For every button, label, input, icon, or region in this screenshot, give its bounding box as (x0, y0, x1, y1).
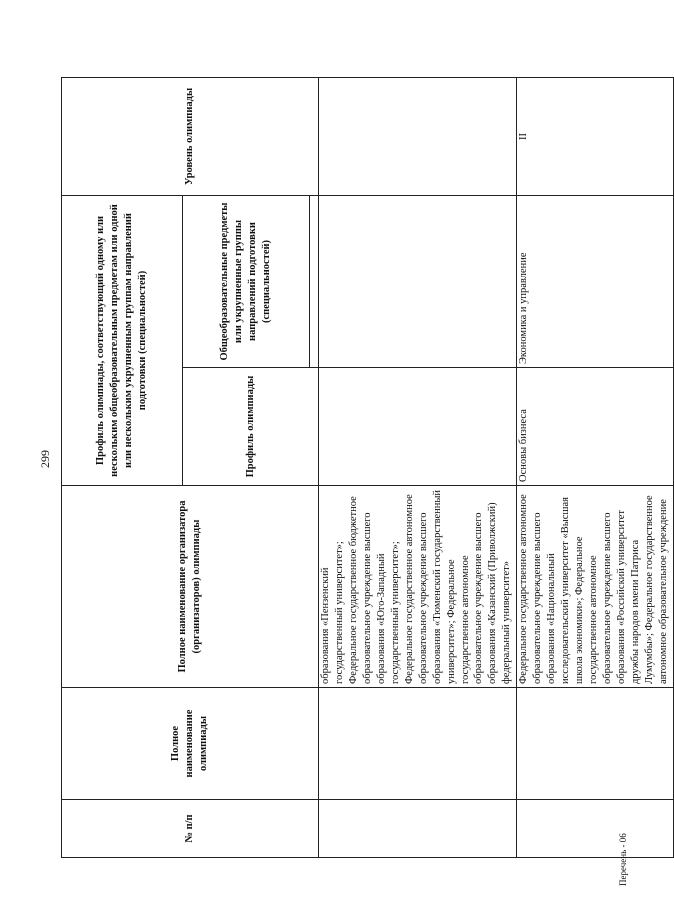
table-row (319, 78, 517, 858)
table-row (517, 78, 673, 858)
cell-profile: Основы бизнеса (517, 368, 673, 486)
header-subjects-gap (310, 196, 319, 368)
footer-doc-code: Перечень - 06 (618, 833, 628, 886)
header-olympiad-name: Полное наименование олимпиады (62, 688, 319, 800)
page-number: 299 (38, 450, 52, 468)
header-profile-group: Профиль олимпиады, соответствующий одному или нескольким общеобразовательным предметам или одной или нескольким укрупненным группам направлений подготовки (специальностей) (62, 196, 183, 486)
header-level: Уровень олимпиады (62, 78, 319, 196)
cell-olympiad-name (517, 688, 673, 800)
cell-level: II (517, 78, 673, 196)
cell-subjects (319, 196, 517, 368)
olympiad-table-sheet (61, 78, 669, 858)
cell-olympiad-name (319, 688, 517, 800)
olympiad-table (61, 77, 674, 858)
cell-num (319, 800, 517, 858)
cell-num (517, 800, 673, 858)
header-organizer: Полное наименование организатора (организаторов) олимпиады (62, 486, 319, 688)
header-profile: Профиль олимпиады (183, 368, 319, 486)
cell-subjects: Экономика и управление (517, 196, 673, 368)
cell-profile (319, 368, 517, 486)
header-subjects: Общеобразовательные предметы или укрупненные группы направлений подготовки (специальностей) (183, 196, 310, 368)
cell-level (319, 78, 517, 196)
cell-organizer: образования «Пензенский государственный университет»; Федеральное государственное бюджетное образовательное учреждение высшего образования «Юго-Западный государственный университет»; Федеральное государственное автономное образовательное учреждение высшего образования «Тюменский государственный университет»; Федеральное государственное автономное образовательное учреждение высшего образования «Казанский (Приволжский) федеральный университет» (319, 486, 517, 688)
header-num: № п/п (62, 800, 319, 858)
cell-organizer: Федеральное государственное автономное образовательное учреждение высшего образования «Национальный исследовательский университет «Высшая школа экономики»; Федеральное государственное автономное образовательное учреждение высшего образования «Российский университет дружбы народов имени Патриса Лумумбы»; Федеральное государственное автономное образовательное учреждение (517, 486, 673, 688)
